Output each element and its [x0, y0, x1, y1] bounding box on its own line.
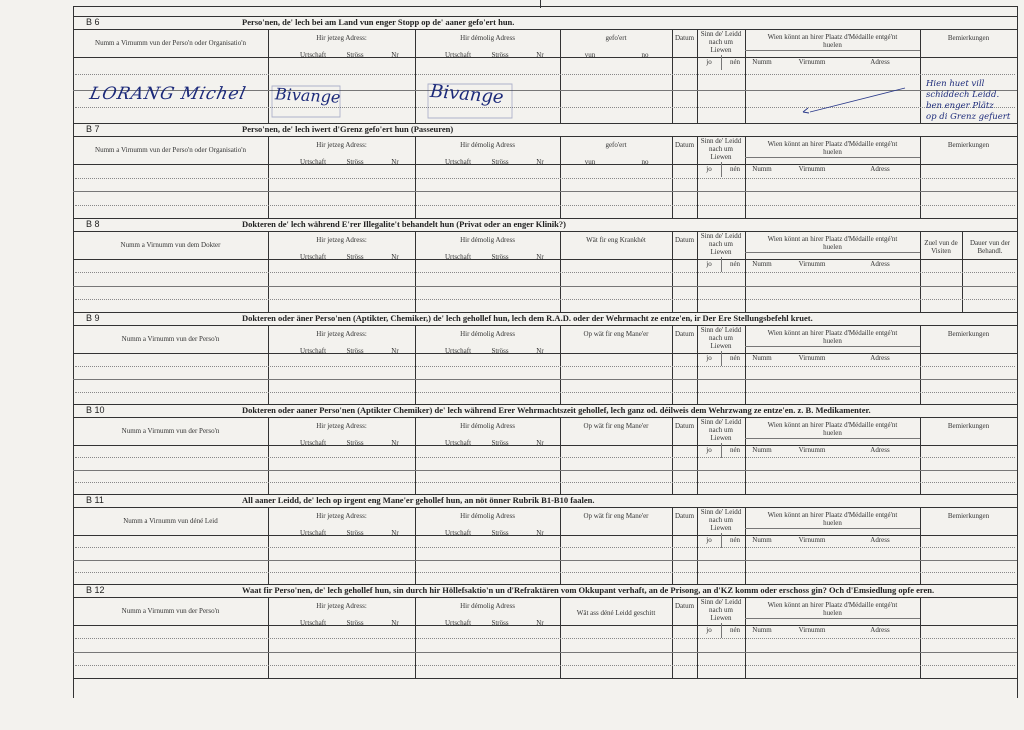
section-code: B 10	[86, 405, 105, 415]
top-tick-mark	[540, 0, 541, 8]
still-alive-header: Sinn de' Leidd nach um Liewen	[700, 30, 742, 54]
no-subheader: nén	[729, 626, 741, 634]
jo-nen-divider	[721, 443, 722, 458]
still-alive-header: Sinn de' Leidd nach um Liewen	[700, 598, 742, 622]
street-subheader: Ströss	[346, 439, 364, 447]
dotted-entry-line	[75, 366, 1015, 367]
yes-subheader: jo	[706, 58, 712, 66]
entry-row-line	[73, 379, 1017, 380]
medal-header: Wien könnt an hirer Plaatz d'Médaille entgé'nt huelen	[767, 511, 898, 527]
section-divider	[73, 16, 1017, 17]
entry-row-line	[73, 470, 1017, 471]
name-column-header: Numm a Virnumm vun der Perso'n oder Organisatio'n	[95, 39, 246, 47]
date-header: Datum	[674, 602, 695, 610]
section-code: B 8	[86, 219, 100, 229]
current-address-header: Hir jetzeg Adress:	[316, 602, 367, 610]
current-address-header: Hir jetzeg Adress:	[316, 512, 367, 520]
entry-row-line	[73, 286, 1017, 287]
handwritten-remark-line: op di Grenz gefuert	[926, 112, 1011, 122]
header-top-line	[73, 597, 1017, 598]
remarks-header: Bemierkungen	[947, 330, 990, 338]
date-header: Datum	[674, 236, 695, 244]
street-subheader: Ströss	[346, 347, 364, 355]
from-subheader: vun	[584, 158, 596, 166]
street-subheader: Ströss	[346, 158, 364, 166]
former-address-header: Hir démolig Adress	[460, 512, 515, 520]
name-column-header: Numm a Virnumm vun der Perso'n	[121, 607, 220, 615]
number-subheader: Nr	[536, 253, 544, 261]
town-subheader: Urtschaft	[300, 529, 327, 537]
town-subheader: Urtschaft	[300, 253, 327, 261]
medal-subline	[745, 50, 920, 51]
former-address-header: Hir démolig Adress	[460, 330, 515, 338]
number-subheader: Nr	[391, 253, 399, 261]
surname-subheader: Numm	[752, 354, 772, 362]
current-address-header: Hir jetzeg Adress:	[316, 141, 367, 149]
no-subheader: nén	[729, 354, 741, 362]
section-title: Dokteren oder aaner Perso'nen (Aptikter Chemiker) de' lech während Erer Wehrmachtszeit gehollef, lech ganz od. déilweis dem Wehrzwang ze entze'en. z. B. Medikamenter.	[242, 405, 871, 415]
yes-subheader: jo	[706, 354, 712, 362]
firstname-subheader: Virnumm	[798, 260, 826, 268]
former-address-header: Hir démolig Adress	[460, 422, 515, 430]
number-subheader: Nr	[536, 347, 544, 355]
remarks-header: Bemierkungen	[947, 512, 990, 520]
street-subheader: Ströss	[346, 51, 364, 59]
medal-header: Wien könnt an hirer Plaatz d'Médaille entgé'nt huelen	[767, 140, 898, 156]
name-column-header: Numm a Virnumm vun der Perso'n oder Organisatio'n	[95, 146, 246, 154]
medal-subline	[745, 252, 920, 253]
dotted-entry-line	[75, 638, 1015, 639]
former-address-header: Hir démolig Adress	[460, 236, 515, 244]
column-line	[268, 29, 269, 123]
column-line	[560, 29, 561, 123]
name-column-header: Numm a Virnumm vun dem Dokter	[120, 241, 221, 249]
jo-nen-divider	[721, 55, 722, 70]
remarks-header: Bemierkungen	[947, 422, 990, 430]
surname-subheader: Numm	[752, 626, 772, 634]
section-code: B 9	[86, 313, 100, 323]
visits-header: Zuel vun de Visiten	[924, 239, 958, 255]
handwritten-name: LORANG Michel	[87, 84, 249, 104]
jo-nen-divider	[721, 351, 722, 366]
medal-subline	[745, 157, 920, 158]
still-alive-header: Sinn de' Leidd nach um Liewen	[700, 137, 742, 161]
dotted-entry-line	[75, 74, 1015, 75]
former-address-header: Hir démolig Adress	[460, 141, 515, 149]
date-header: Datum	[674, 141, 695, 149]
no-subheader: nén	[729, 446, 741, 454]
medal-subline	[745, 346, 920, 347]
town-subheader: Urtschaft	[445, 158, 472, 166]
address-subheader: Adress	[870, 446, 890, 454]
manner-header: Op wät fir eng Mane'er	[583, 422, 649, 430]
firstname-subheader: Virnumm	[798, 58, 826, 66]
section-title: Perso'nen, de' lech iwert d'Grenz gefo'ert hun (Passeuren)	[242, 124, 454, 134]
column-line	[745, 29, 746, 123]
current-address-header: Hir jetzeg Adress:	[316, 422, 367, 430]
manner-header: Wät fir eng Krankhét	[586, 236, 646, 244]
driven-header: gefo'ert	[605, 141, 627, 149]
street-subheader: Ströss	[491, 253, 509, 261]
medal-header: Wien könnt an hirer Plaatz d'Médaille entgé'nt huelen	[767, 601, 898, 617]
town-subheader: Urtschaft	[445, 619, 472, 627]
handwritten-current-address: Bivange	[274, 84, 341, 107]
remarks-header: Bemierkungen	[947, 34, 990, 42]
medal-header: Wien könnt an hirer Plaatz d'Médaille entgé'nt huelen	[767, 421, 898, 437]
yes-subheader: jo	[706, 260, 712, 268]
town-subheader: Urtschaft	[300, 439, 327, 447]
jo-nen-divider	[721, 623, 722, 638]
town-subheader: Urtschaft	[445, 529, 472, 537]
section-code: B 12	[86, 585, 105, 595]
jo-nen-divider	[721, 257, 722, 272]
number-subheader: Nr	[536, 529, 544, 537]
header-top-line	[73, 325, 1017, 326]
surname-subheader: Numm	[752, 446, 772, 454]
address-subheader: Adress	[870, 58, 890, 66]
header-top-line	[73, 231, 1017, 232]
dotted-entry-line	[75, 392, 1015, 393]
street-subheader: Ströss	[491, 619, 509, 627]
street-subheader: Ströss	[346, 529, 364, 537]
entry-row-line	[73, 652, 1017, 653]
form-bottom-line	[73, 678, 1017, 679]
surname-subheader: Numm	[752, 165, 772, 173]
to-subheader: no	[641, 158, 649, 166]
street-subheader: Ströss	[491, 158, 509, 166]
address-subheader: Adress	[870, 165, 890, 173]
surname-subheader: Numm	[752, 260, 772, 268]
what-happened-header: Wät ass déné Leidd geschitt	[576, 609, 656, 617]
number-subheader: Nr	[536, 439, 544, 447]
address-subheader: Adress	[870, 626, 890, 634]
section-divider	[73, 123, 1017, 124]
medal-header: Wien könnt an hirer Plaatz d'Médaille entgé'nt huelen	[767, 329, 898, 345]
header-top-line	[73, 136, 1017, 137]
handwritten-former-address: Bivange	[429, 80, 505, 109]
header-top-line	[73, 29, 1017, 30]
yes-subheader: jo	[706, 165, 712, 173]
firstname-subheader: Virnumm	[798, 536, 826, 544]
street-subheader: Ströss	[346, 619, 364, 627]
town-subheader: Urtschaft	[300, 347, 327, 355]
street-subheader: Ströss	[491, 439, 509, 447]
section-title: All aaner Leidd, de' lech op irgent eng Mane'er gehollef hun, an nöt önner Rubrik B1-B10 faalen.	[242, 495, 595, 505]
number-subheader: Nr	[536, 51, 544, 59]
firstname-subheader: Virnumm	[798, 446, 826, 454]
still-alive-header: Sinn de' Leidd nach um Liewen	[700, 326, 742, 350]
yes-subheader: jo	[706, 626, 712, 634]
town-subheader: Urtschaft	[300, 158, 327, 166]
jo-nen-divider	[721, 162, 722, 177]
handwritten-remark-line: ben enger Plätz	[926, 101, 994, 111]
firstname-subheader: Virnumm	[798, 165, 826, 173]
section-title: Dokteren de' lech während E'rer Illegalite't behandelt hun (Privat oder an enger Klinik?)	[242, 219, 566, 229]
surname-subheader: Numm	[752, 536, 772, 544]
manner-header: Op wät fir eng Mane'er	[583, 330, 649, 338]
dotted-entry-line	[75, 482, 1015, 483]
medal-subline	[745, 618, 920, 619]
number-subheader: Nr	[536, 158, 544, 166]
town-subheader: Urtschaft	[300, 51, 327, 59]
surname-subheader: Numm	[752, 58, 772, 66]
dotted-entry-line	[75, 107, 1015, 108]
current-address-header: Hir jetzeg Adress:	[316, 236, 367, 244]
dotted-entry-line	[75, 205, 1015, 206]
handwritten-remark-line: Hien huet vill	[926, 79, 985, 89]
manner-header: Op wät fir eng Mane'er	[583, 512, 649, 520]
yes-subheader: jo	[706, 446, 712, 454]
address-subheader: Adress	[870, 354, 890, 362]
firstname-subheader: Virnumm	[798, 354, 826, 362]
column-line	[415, 29, 416, 123]
town-subheader: Urtschaft	[300, 619, 327, 627]
town-subheader: Urtschaft	[445, 347, 472, 355]
former-address-header: Hir démolig Adress	[460, 602, 515, 610]
form-left-border	[73, 6, 74, 698]
town-subheader: Urtschaft	[445, 439, 472, 447]
dotted-entry-line	[75, 457, 1015, 458]
medal-subline	[745, 528, 920, 529]
handwritten-remark-line: schiddech Leidd.	[926, 90, 1000, 100]
street-subheader: Ströss	[491, 51, 509, 59]
number-subheader: Nr	[391, 347, 399, 355]
yes-subheader: jo	[706, 536, 712, 544]
still-alive-header: Sinn de' Leidd nach um Liewen	[700, 508, 742, 532]
number-subheader: Nr	[391, 158, 399, 166]
address-subheader: Adress	[870, 260, 890, 268]
number-subheader: Nr	[536, 619, 544, 627]
medal-header: Wien könnt an hirer Plaatz d'Médaille entgé'nt huelen	[767, 33, 898, 49]
current-address-header: Hir jetzeg Adress:	[316, 330, 367, 338]
no-subheader: nén	[729, 165, 741, 173]
entry-row-line	[73, 191, 1017, 192]
section-title: Waat fir Perso'nen, de' lech gehollef hun, sin durch hir Höllefsaktio'n un d'Refraktären vom Okkupant verhaft, an de Prisong, an d'KZ komm oder erschoss gin? Och d'Emsiedlung opfe eren.	[242, 585, 935, 595]
no-subheader: nén	[729, 260, 741, 268]
dotted-entry-line	[75, 572, 1015, 573]
section-title: Perso'nen, de' lech bei am Land vun enger Stopp op de' aaner gefo'ert hun.	[242, 17, 515, 27]
town-subheader: Urtschaft	[445, 51, 472, 59]
number-subheader: Nr	[391, 619, 399, 627]
no-subheader: nén	[729, 536, 741, 544]
street-subheader: Ströss	[346, 253, 364, 261]
date-header: Datum	[674, 34, 695, 42]
from-subheader: vun	[584, 51, 596, 59]
header-top-line	[73, 417, 1017, 418]
form-top-border	[73, 6, 1017, 7]
current-address-header: Hir jetzeg Adress:	[316, 34, 367, 42]
no-subheader: nén	[729, 58, 741, 66]
still-alive-header: Sinn de' Leidd nach um Liewen	[700, 418, 742, 442]
former-address-header: Hir démolig Adress	[460, 34, 515, 42]
date-header: Datum	[674, 330, 695, 338]
dotted-entry-line	[75, 547, 1015, 548]
medal-subline	[745, 438, 920, 439]
section-code: B 7	[86, 124, 100, 134]
still-alive-header: Sinn de' Leidd nach um Liewen	[700, 232, 742, 256]
town-subheader: Urtschaft	[445, 253, 472, 261]
jo-nen-divider	[721, 533, 722, 548]
duration-header: Dauer vun der Behandl.	[969, 239, 1011, 255]
pen-arrowhead	[803, 108, 809, 113]
number-subheader: Nr	[391, 439, 399, 447]
street-subheader: Ströss	[491, 529, 509, 537]
section-code: B 6	[86, 17, 100, 27]
pen-stroke	[810, 88, 905, 112]
entry-row-line	[73, 560, 1017, 561]
dotted-entry-line	[75, 178, 1015, 179]
date-header: Datum	[674, 512, 695, 520]
form-right-border	[1017, 6, 1018, 698]
dotted-entry-line	[75, 299, 1015, 300]
address-subheader: Adress	[870, 536, 890, 544]
name-column-header: Numm a Virnumm vun der Perso'n	[121, 335, 220, 343]
dotted-entry-line	[75, 272, 1015, 273]
driven-header: gefo'ert	[605, 34, 627, 42]
column-line	[672, 29, 673, 123]
number-subheader: Nr	[391, 51, 399, 59]
section-title: Dokteren oder äner Perso'nen (Aptikter, Chemiker,) de' lech gehollef hun, lech dem R.A.D. oder der Wehrmacht ze entze'en, ir Der Ere Stellungsbefehl kruet.	[242, 313, 813, 323]
street-subheader: Ströss	[491, 347, 509, 355]
remarks-header: Bemierkungen	[947, 141, 990, 149]
name-column-header: Numm a Virnumm vun déné Leid	[123, 517, 218, 525]
number-subheader: Nr	[391, 529, 399, 537]
dotted-entry-line	[75, 665, 1015, 666]
header-top-line	[73, 507, 1017, 508]
firstname-subheader: Virnumm	[798, 626, 826, 634]
column-line	[920, 29, 921, 123]
name-column-header: Numm a Virnumm vun der Perso'n	[121, 427, 220, 435]
to-subheader: no	[641, 51, 649, 59]
date-header: Datum	[674, 422, 695, 430]
section-code: B 11	[86, 495, 104, 505]
medal-header: Wien könnt an hirer Plaatz d'Médaille entgé'nt huelen	[767, 235, 898, 251]
